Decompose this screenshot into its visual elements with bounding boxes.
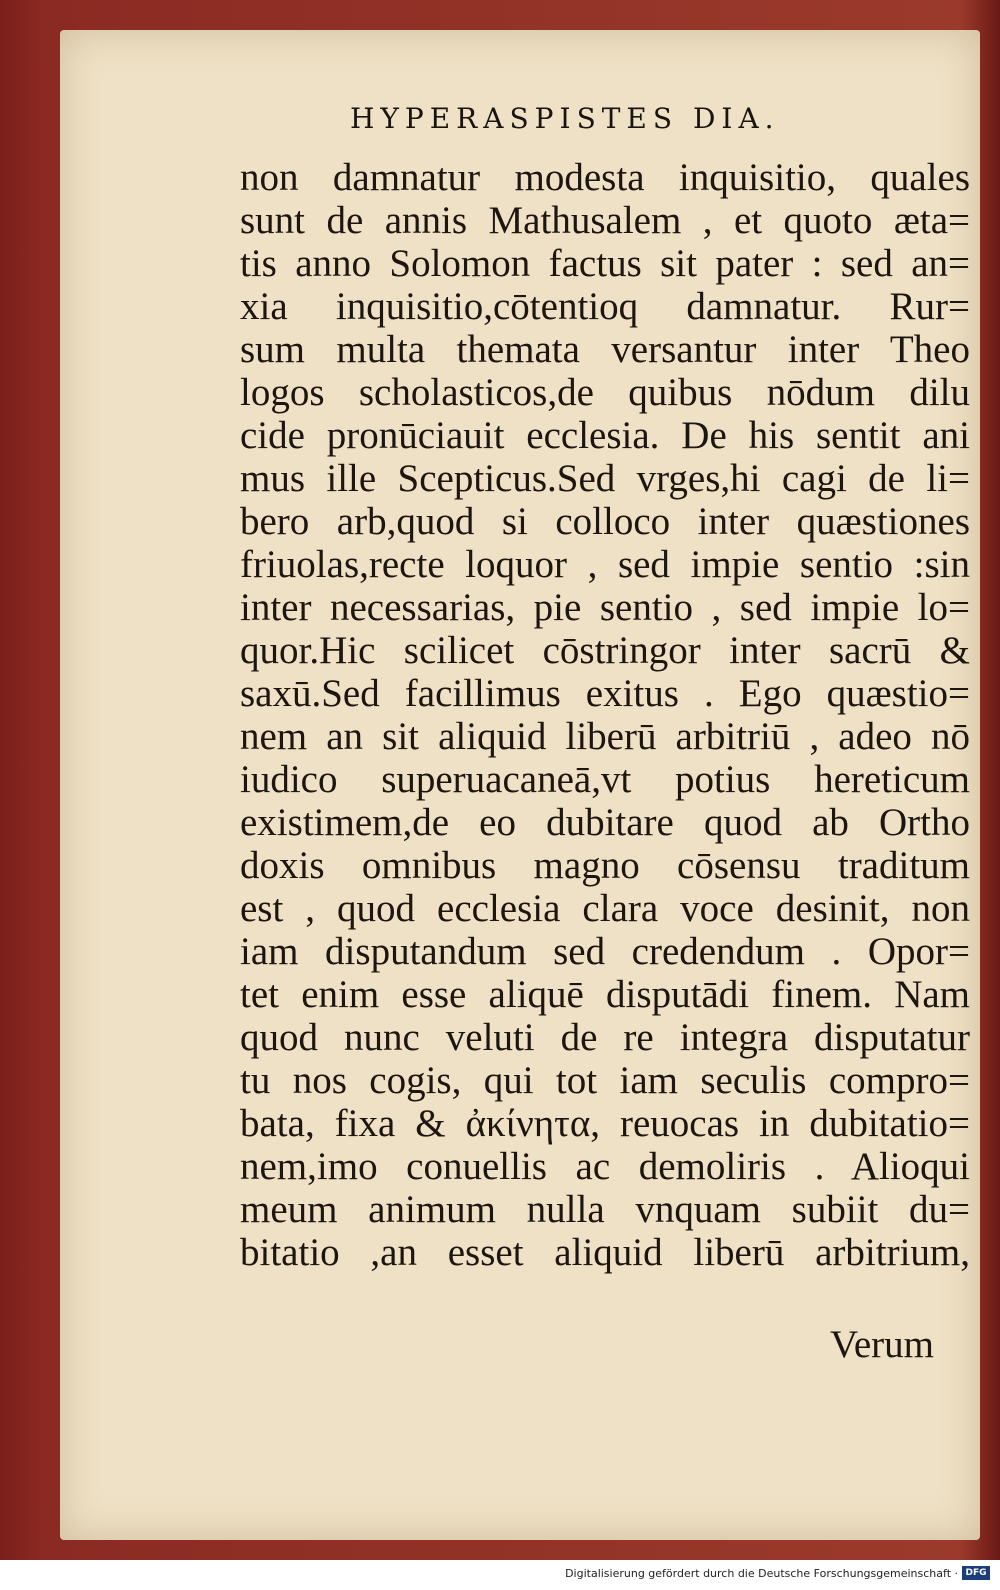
text-line: iudico superuacaneā,vt potius hereticum — [240, 758, 970, 801]
text-line: bero arb,quod si colloco inter quæstiones — [240, 500, 970, 543]
text-line: iam disputandum sed credendum . Opor= — [240, 930, 970, 973]
funding-credit: Digitalisierung gefördert durch die Deutsche Forschungsgemeinschaft · — [565, 1567, 958, 1580]
text-line: tis anno Solomon factus sit pater : sed an= — [240, 242, 970, 285]
text-line: bata, fixa & ἀκίνητα, reuocas in dubitatio= — [240, 1102, 970, 1145]
text-line: sunt de annis Mathusalem , et quoto æta= — [240, 199, 970, 242]
text-line: tet enim esse aliquē disputādi finem. Nam — [240, 973, 970, 1016]
text-block — [240, 156, 970, 1274]
text-line: xia inquisitio,cōtentioq damnatur. Rur= — [240, 285, 970, 328]
text-line: mus ille Scepticus.Sed vrges,hi cagi de li= — [240, 457, 970, 500]
text-line: meum animum nulla vnquam subiit du= — [240, 1188, 970, 1231]
text-line: quor.Hic scilicet cōstringor inter sacrū & — [240, 629, 970, 672]
text-line: bitatio ,an esset aliquid liberū arbitrium, — [240, 1231, 970, 1274]
text-line: cide pronūciauit ecclesia. De his sentit ani — [240, 414, 970, 457]
text-line: nem,imo conuellis ac demoliris . Alioqui — [240, 1145, 970, 1188]
text-line: quod nunc veluti de re integra disputatur — [240, 1016, 970, 1059]
footer-bar — [0, 1560, 1000, 1590]
text-line: inter necessarias, pie sentio , sed impie lo= — [240, 586, 970, 629]
text-line: sum multa themata versantur inter Theo — [240, 328, 970, 371]
book-page — [60, 30, 980, 1540]
running-header: HYPERASPISTES DIA. — [350, 102, 780, 135]
catchword: Verum — [830, 1323, 934, 1366]
text-line: est , quod ecclesia clara voce desinit, non — [240, 887, 970, 930]
text-line: friuolas,recte loquor , sed impie sentio :sin — [240, 543, 970, 586]
text-line: nem an sit aliquid liberū arbitriū , adeo nō — [240, 715, 970, 758]
text-line: non damnatur modesta inquisitio, quales — [240, 156, 970, 199]
text-line: logos scholasticos,de quibus nōdum dilu — [240, 371, 970, 414]
text-line: tu nos cogis, qui tot iam seculis compro= — [240, 1059, 970, 1102]
text-line: doxis omnibus magno cōsensu traditum — [240, 844, 970, 887]
text-line: saxū.Sed facillimus exitus . Ego quæstio= — [240, 672, 970, 715]
text-line: existimem,de eo dubitare quod ab Ortho — [240, 801, 970, 844]
dfg-logo: DFG — [962, 1566, 990, 1580]
